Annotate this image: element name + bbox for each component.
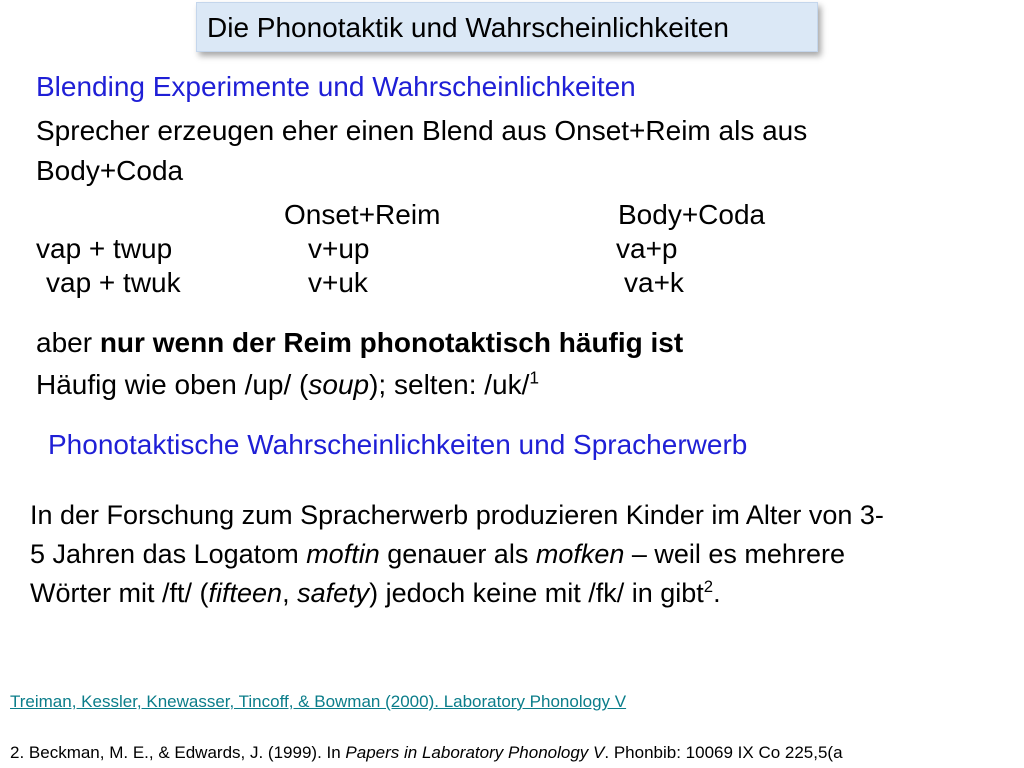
p2-italic-mofken: mofken xyxy=(535,539,625,569)
row2-onset-rime: v+uk xyxy=(308,267,368,298)
p3-text: Wörter mit /ft/ ( xyxy=(30,578,209,608)
section2-p3 xyxy=(30,576,721,610)
footnote-marker-1: 1 xyxy=(529,367,540,388)
reference-2 xyxy=(10,742,843,764)
section1-line1: Sprecher erzeugen eher einen Blend aus Onset+Reim als aus xyxy=(36,115,808,146)
p3-italic-safety: safety xyxy=(297,578,370,608)
row1-word: vap + twup xyxy=(36,233,173,264)
reference-1-link[interactable]: Treiman, Kessler, Knewasser, Tincoff, & Bowman (2000). Laboratory Phonology V xyxy=(10,692,627,711)
p3-text-b: , xyxy=(282,578,298,608)
ref2-text-b: . Phonbib: 10069 IX Co 225,5(a xyxy=(604,743,843,762)
slide-title: Die Phonotaktik und Wahrscheinlichkeiten xyxy=(196,2,818,52)
condition-prefix: aber xyxy=(36,327,100,358)
header-body-coda: Body+Coda xyxy=(618,199,766,230)
ref2-italic: Papers in Laboratory Phonology V xyxy=(345,743,605,762)
section2-p2 xyxy=(30,537,845,571)
condition-bold: nur wenn der Reim phonotaktisch häufig ist xyxy=(99,327,684,358)
p3-text-d: . xyxy=(713,578,721,608)
section2-heading: Phonotaktische Wahrscheinlichkeiten und Spracherwerb xyxy=(48,429,748,460)
section1-heading: Blending Experimente und Wahrscheinlichkeiten xyxy=(36,71,636,102)
frequency-line xyxy=(36,368,539,402)
p2-text-c: – weil es mehrere xyxy=(624,539,845,569)
header-onset-rime: Onset+Reim xyxy=(284,199,441,230)
p2-text-b: genauer als xyxy=(379,539,536,569)
freq-text: Häufig wie oben /up/ ( xyxy=(36,369,309,400)
freq-text-post: ); selten: /uk/ xyxy=(369,369,530,400)
row2-body-coda: va+k xyxy=(624,267,684,298)
freq-italic: soup xyxy=(308,369,370,400)
p2-text: 5 Jahren das Logatom xyxy=(30,539,307,569)
p3-text-c: ) jedoch keine mit /fk/ in gibt xyxy=(369,578,704,608)
row1-onset-rime: v+up xyxy=(308,233,370,264)
p2-italic-moftin: moftin xyxy=(306,539,380,569)
row1-body-coda: va+p xyxy=(616,233,678,264)
row2-word: vap + twuk xyxy=(46,267,181,298)
footnote-marker-2: 2 xyxy=(703,577,714,596)
ref2-text: 2. Beckman, M. E., & Edwards, J. (1999). In xyxy=(10,743,346,762)
condition-line xyxy=(36,326,683,360)
p3-italic-fifteen: fifteen xyxy=(208,578,283,608)
section1-line2: Body+Coda xyxy=(36,155,184,186)
section2-p1: In der Forschung zum Spracherwerb produzieren Kinder im Alter von 3- xyxy=(30,500,884,530)
